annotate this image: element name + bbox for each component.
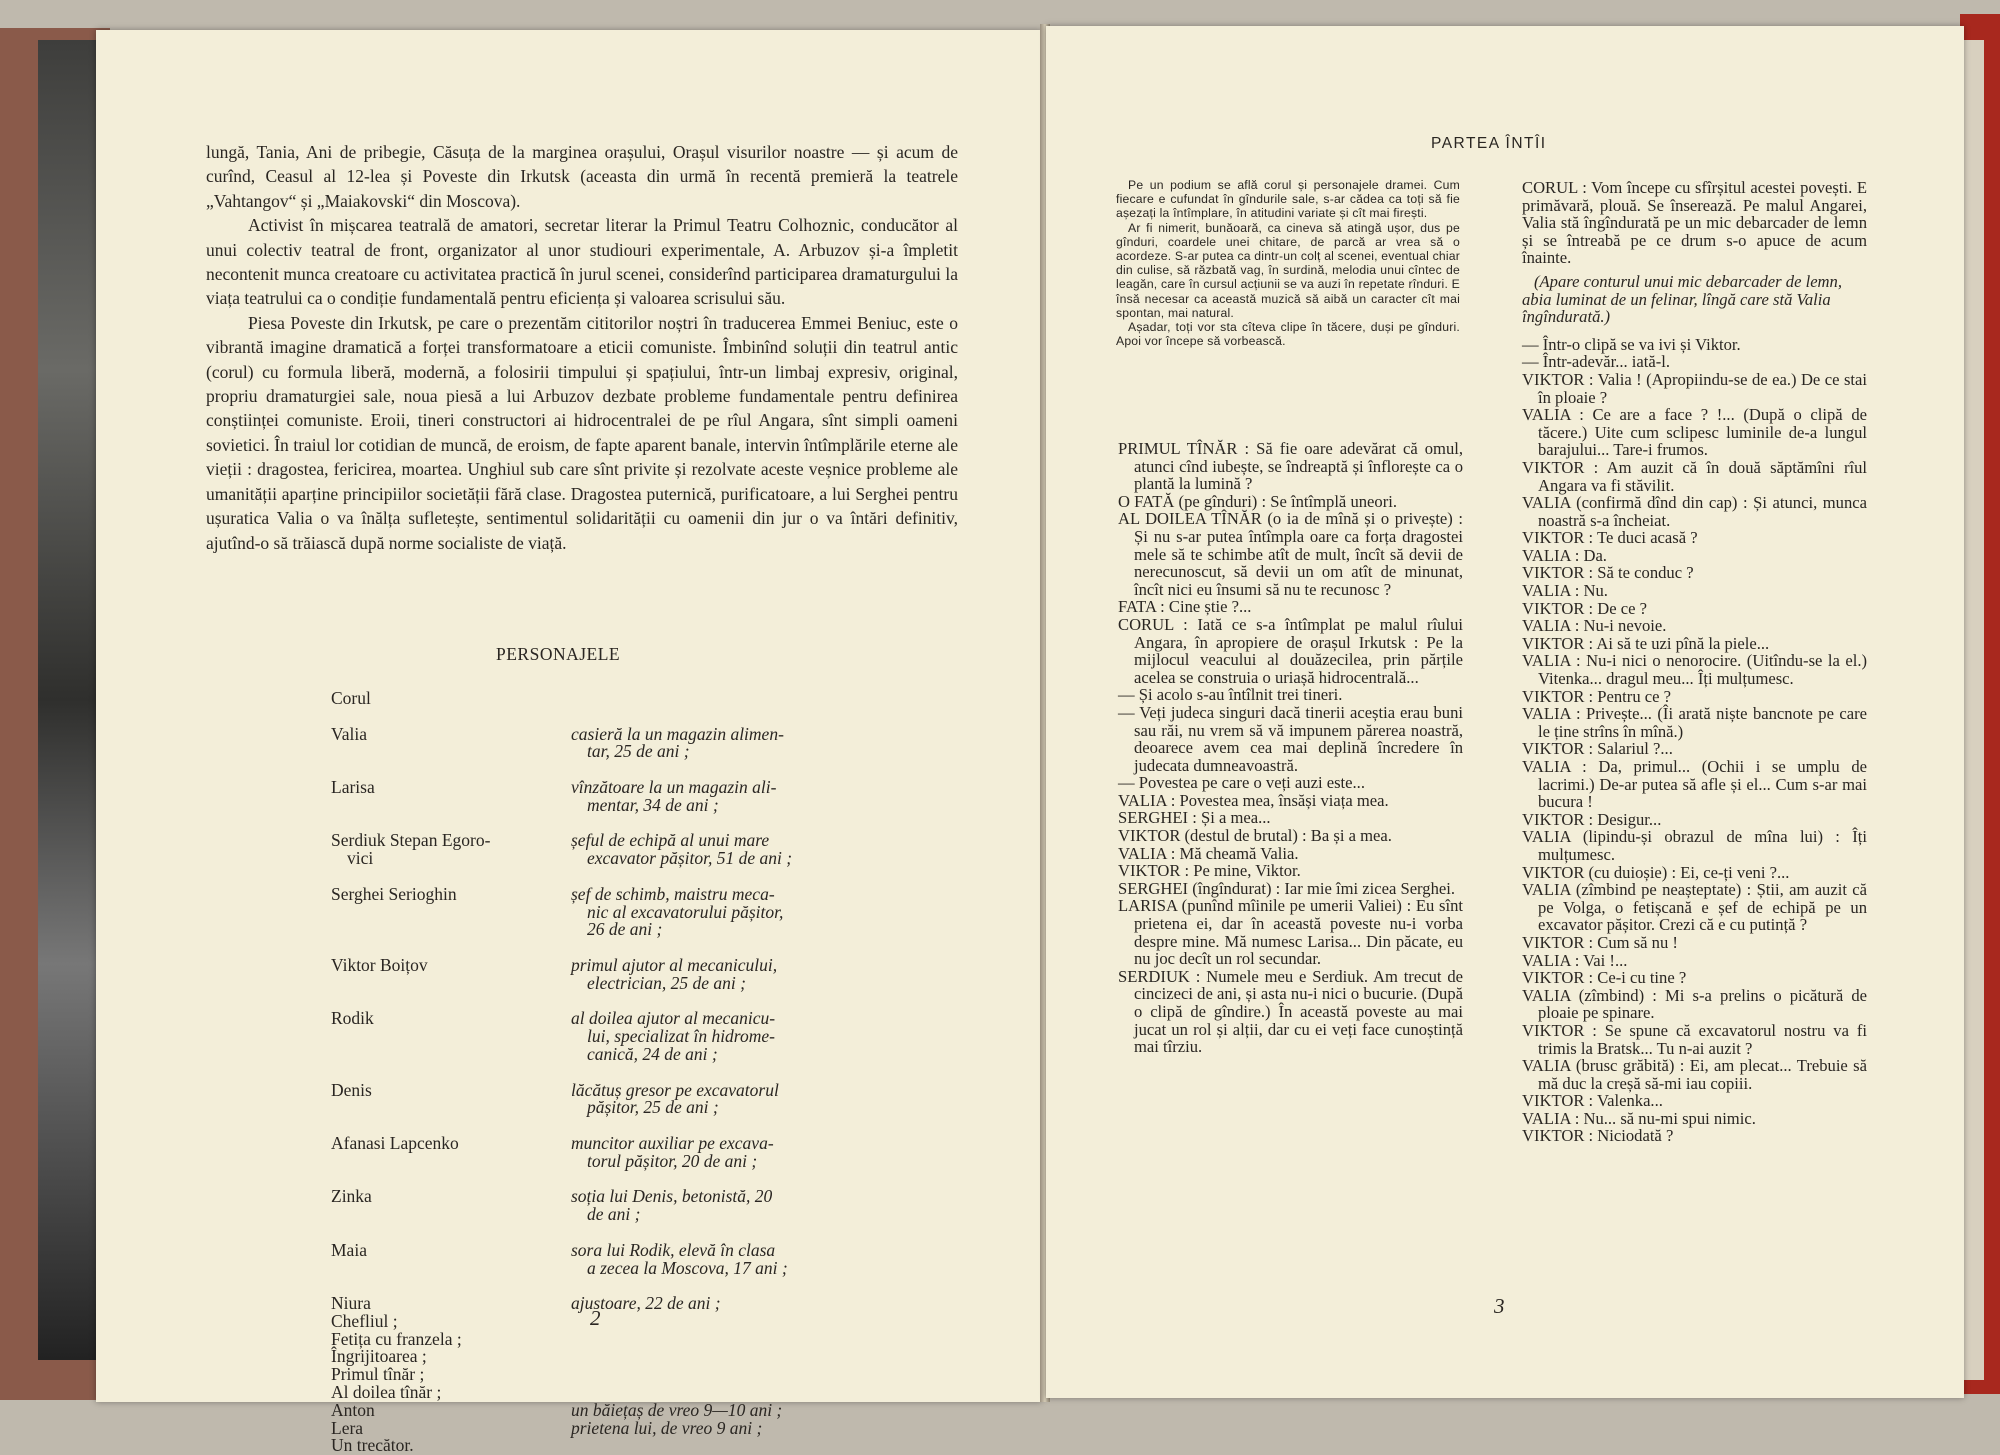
dialogue-line: — Veți judeca singuri dacă tinerii aceștia erau buni sau răi, nu vrem să vă impunem părerea noastră, deoarece avem cea mai deplină încredere în judecata dumneavoastră. [1118,702,1463,775]
dialogue-line: VALIA : Da, primul... (Ochii i se umplu de lacrimi.) De-ar putea să afle și el... Cum s-ar mai bucura ! [1522,757,1867,812]
description-line: al doilea ajutor al mecanicu- [571,1008,776,1029]
cast-entry [331,1079,931,1118]
dialogue-line: VALIA : Nu-i nevoie. [1522,616,1667,636]
dialogue-line: SERGHEI (îngîndurat) : Iar mie îmi zicea Serghei. [1118,878,1456,898]
character-name: Larisa [331,776,375,797]
dialogue-line: VIKTOR : Ce-i cu tine ? [1522,968,1687,988]
page-number-right: 3 [1494,1294,1505,1318]
cast-entry [331,1295,931,1313]
character-name: Lera [331,1417,364,1438]
stage-direction [1116,178,1460,348]
intro-paragraph: Piesa Poveste din Irkutsk, pe care o prezentăm cititorilor noștri în traducerea Emmei Beniuc, este o vibrantă imagine dramatică a forței transformatoare a eticii comuniste. Îmbinînd soluții din teatrul antic (corul) cu formula liberă, modernă, a folosirii timpului și spațiului, într-un limbaj expresiv, original, propriu dramaturgiei sale, noua piesă a lui Arbuzov dezbate probleme fundamentale pentru definirea conștiinței comuniste. Eroii, tineri constructori ai hidrocentralei de pe rîul Angara, sînt simpli oameni sovietici. În traiul lor cotidian de muncă, de eroism, de fapte aparent banale, intervin întîmplările eterne ale vieții : dragostea, fericirea, moartea. Unghiul sub care sînt privite și rezolvate aceste veșnice probleme ale umanității aparține principiilor societății fără clase. Dragostea puternică, purificatoare, a lui Serghei pentru ușuratica Valia o va înălța sufletește, sentimentul solidarității cu oamenii din jur o va întări definitiv, ajutînd-o să trăiască după norme socialiste de viață. [206,312,958,553]
character-name: Al doilea tînăr ; [331,1382,442,1403]
dialogue-line: SERDIUK : Numele meu e Serdiuk. Am trecut de cincizeci de ani, și asta nu-i nici o bucurie. (După o clipă de gîndire.) În această poveste au mai jucat un rol și alții, dar cu ei veți face cunoștință mai tîrziu. [1118,966,1463,1057]
description-line: muncitor auxiliar pe excava- [571,1132,774,1153]
description-line: șef de schimb, maistru meca- [571,883,775,904]
character-description [571,1188,926,1224]
dialogue-line: CORUL : Vom începe cu sfîrșitul acestei povești. E primăvară, plouă. Se înserează. Pe malul Angarei, Valia stă îngîndurată pe un mic debarcader de lemn și se întreabă pe ce drum s-o apuce de acum înainte. [1522,178,1867,268]
cast-entry [331,776,931,815]
dialogue-line: VIKTOR : Valia ! (Apropiindu-se de ea.) De ce stai în ploaie ? [1522,369,1867,407]
dialogue-line: — Povestea pe care o veți auzi este... [1118,773,1365,793]
dialogue-line: VALIA : Da. [1522,545,1607,565]
character-name: Chefliul ; [331,1310,398,1331]
dialogue-line: AL DOILEA TÎNĂR (o ia de mînă și o privește) : Și nu s-ar putea întîmpla oare ca forța dragostei mele să te schimbe atît de mult, încît să devii de nerecunoscut, să devii un om atît de minunat, încît nici eu însumi să nu te recunosc ? [1118,509,1463,599]
character-name: Serghei Serioghin [331,883,457,904]
stage-paragraph: Pe un podium se află corul și personajele dramei. Cum fiecare e cufundat în gîndurile sale, s-ar cădea ca toți să fie așezați la întîmplare, în atitudini variate și cît mai firești. [1116,178,1460,221]
character-name: Denis [331,1079,372,1100]
character-description [571,1417,926,1438]
description-line: torul pășitor, 20 de ani ; [587,1150,758,1171]
character-description [571,954,926,993]
description-line: șeful de echipă al unui mare [571,830,770,851]
dialogue-line: VALIA : Nu. [1522,581,1608,601]
cast-entry [331,1437,931,1455]
dialogue-line: VIKTOR : Desigur... [1522,809,1662,829]
dialogue-line: VALIA : Nu-i nici o nenorocire. (Uitîndu-se la el.) Vitenka... dragul meu... Îți mulțumesc. [1522,651,1867,689]
description-line: nic al excavatorului pășitor, [587,901,784,922]
dialogue-line: PRIMUL TÎNĂR : Să fie oare adevărat că omul, atunci cînd iubește, se îndreaptă și înflorește ca o plantă la lumină ? [1118,439,1463,494]
character-name: Maia [331,1239,367,1260]
description-line: sora lui Rodik, elevă în clasa [571,1239,776,1260]
description-line: lui, specializat în hidrome- [587,1026,775,1047]
dialogue-line: VALIA : Vai !... [1522,950,1628,970]
description-line: vînzătoare la un magazin ali- [571,776,777,797]
dialogue-line: O FATĂ (pe gînduri) : Se întîmplă uneori. [1118,491,1397,511]
dialogue-line: — Într-adevăr... iată-l. [1522,352,1671,372]
dialogue-line: VIKTOR : Salariul ?... [1522,739,1673,759]
description-line: a zecea la Moscova, 17 ani ; [587,1257,788,1278]
introduction-text [206,140,958,555]
dialogue-line: VIKTOR : Te duci acasă ? [1522,528,1698,548]
cast-entry [331,1417,931,1438]
character-name: Valia [331,723,367,744]
dialogue-line: VALIA : Privește... (Îi arată niște bancnote pe care le ține strîns în mînă.) [1522,704,1867,741]
dialogue-column-right [1522,179,1867,1145]
character-name: Un trecător. [331,1435,414,1455]
dialogue-line: VIKTOR : Pentru ce ? [1522,686,1672,706]
page-number-left: 2 [590,1306,601,1330]
dialogue-line: VALIA (zîmbind) : Mi s-a prelins o picătură de ploaie pe spinare. [1522,985,1867,1023]
dialogue-line: VALIA (zîmbind pe neașteptate) : Știi, am auzit că pe Volga, o fetișcană e șef de echipă pe un excavator pășitor. Crezi că e cu putință ? [1522,880,1867,935]
character-name: Anton [331,1399,375,1420]
character-name: Niura [331,1293,371,1314]
cast-entry [331,723,931,762]
dialogue-line: — Și acolo s-au întîlnit trei tineri. [1118,685,1343,705]
dialogue-line: VALIA : Nu... să nu-mi spui nimic. [1522,1108,1756,1128]
dialogue-line: VIKTOR : De ce ? [1522,598,1648,618]
cast-entry [331,690,931,708]
dialogue-line: VALIA (lipindu-și obrazul de mîna lui) : Îți mulțumesc. [1522,827,1867,864]
dialogue-line: VIKTOR : Niciodată ? [1522,1126,1674,1146]
left-page [96,30,1042,1455]
page-stack-edge [1964,40,1984,1380]
cast-list-title: PERSONAJELE [496,644,621,664]
dialogue-line: CORUL : Iată ce s-a întîmplat pe malul rîului Angara, în apropiere de orașul Irkutsk : Pe la mijlocul veacului al douăzecilea, prin părțile acelea se construia o uriașă hidrocentrală... [1118,614,1463,687]
intro-paragraph: Activist în mișcarea teatrală de amatori, secretar literar la Primul Teatru Colhoznic, conducător al unui colectiv teatral de front, organizator al unor studiouri experimentale, A. Arbuzov și-a împletit necontenit munca creatoare cu activitatea practică în jurul scenei, considerînd participarea dramaturgului la viața teatrului ca o condiție fundamentală pentru eficiența și valoarea scrisului său. [206,215,958,309]
description-line: canică, 24 de ani ; [587,1043,718,1064]
description-line: de ani ; [587,1204,641,1225]
stage-paragraph: Ar fi nimerit, bunăoară, ca cineva să atingă ușor, dus pe gînduri, coardele unei chitare, de parcă ar vrea să o acordeze. S-ar putea ca dintr-un colț al scenei, eventual chiar din culise, să răzbată vag, în surdină, melodia unui cîntec de leagăn, care în cursul acțiunii se va auzi în repetate rînduri. E însă necesar ca această muzică să aibă un caracter cît mai spontan, mai natural. [1116,220,1460,320]
dialogue-line: VALIA : Povestea mea, însăși viața mea. [1118,790,1389,810]
character-description [571,1239,926,1278]
character-name: Afanasi Lapcenko [331,1132,459,1153]
dialogue-line: FATA : Cine știe ?... [1118,597,1252,617]
cast-entry [331,1132,931,1171]
character-description [571,1010,926,1063]
description-line: prietena lui, de vreo 9 ani ; [571,1417,763,1438]
character-description [571,776,926,815]
dialogue-line: VIKTOR : Valenka... [1522,1091,1663,1111]
dialogue-line: VIKTOR (cu duioșie) : Ei, ce-ți veni ?... [1522,862,1790,882]
dialogue-line: VALIA (confirmă dînd din cap) : Și atunci, munca noastră s-a încheiat. [1522,493,1867,530]
dialogue-line: LARISA (punînd mîinile pe umerii Valiei) : Eu sînt prietena ei, dar în această poveste nu-i vorba despre mine. Mă numesc Larisa... Din păcate, eu nu joc decît un rol secundar. [1118,896,1463,969]
cast-entry [331,1399,931,1420]
character-description [571,1295,926,1313]
part-title: PARTEA ÎNTÎI [1431,135,1547,152]
cast-entry [331,1239,931,1278]
dialogue-line: VIKTOR : Să te conduc ? [1522,563,1694,583]
intro-paragraph: lungă, Tania, Ani de pribegie, Căsuța de la marginea orașului, Orașul visurilor noastre — și acum de curînd, Ceasul al 12-lea și Poveste din Irkutsk (aceasta din urmă în recentă premieră la teatrele „Vahtangov“ și „Maiakovski“ din Moscova). [206,142,958,211]
dialogue-line: VIKTOR : Se spune că excavatorul nostru va fi trimis la Bratsk... Tu n-ai auzit ? [1522,1020,1867,1058]
cast-entry [331,954,931,993]
character-name: Serdiuk Stepan Egoro- [331,830,491,851]
description-line: soția lui Denis, betonistă, 20 [571,1186,773,1207]
description-line: tar, 25 de ani ; [587,741,690,762]
dialogue-line: VALIA : Mă cheamă Valia. [1118,843,1299,863]
description-line: primul ajutor al mecanicului, [571,954,778,975]
character-description [571,832,926,868]
character-name: Viktor Boițov [331,954,428,975]
dialogue-column-left [1118,440,1463,1056]
character-description [571,883,926,940]
character-description [571,1399,926,1420]
description-line: excavator pășitor, 51 de ani ; [587,848,793,869]
dialogue-line: VIKTOR (destul de brutal) : Ba și a mea. [1118,826,1392,846]
dialogue-line: VIKTOR : Pe mine, Viktor. [1118,861,1301,881]
dialogue-line: VALIA (brusc grăbită) : Ei, am plecat... Trebuie să mă duc la creșă să-mi iau copiii. [1522,1056,1867,1093]
dialogue-line: SERGHEI : Și a mea... [1118,808,1271,828]
stage-note: (Apare conturul unui mic debarcader de lemn, abia luminat de un felinar, lîngă care stă Valia îngîndurată.) [1522,271,1842,327]
character-name: Primul tînăr ; [331,1364,425,1385]
cast-entry [331,1188,931,1224]
character-name: Rodik [331,1008,374,1029]
description-line: pășitor, 25 de ani ; [587,1097,719,1118]
character-name: Zinka [331,1186,372,1207]
description-line: electrician, 25 de ani ; [587,972,746,993]
dialogue-line: VIKTOR : Cum să nu ! [1522,932,1678,952]
cast-entry [331,832,931,868]
character-name-cont: vici [347,848,374,869]
description-line: 26 de ani ; [587,919,663,940]
description-line: ajustoare, 22 de ani ; [571,1293,721,1314]
stage-paragraph: Așadar, toți vor sta cîteva clipe în tăcere, duși pe gînduri. Apoi vor începe să vorbească. [1116,320,1460,349]
right-page [1046,26,1964,1398]
dialogue-line: VALIA : Ce are a face ? !... (După o clipă de tăcere.) Uite cum sclipesc luminile de-a lungul barajului... Tare-i frumos. [1522,405,1867,460]
dialogue-line: VIKTOR : Ai să te uzi pînă la piele... [1522,633,1770,653]
description-line: lăcătuș gresor pe excavatorul [571,1079,779,1100]
character-name: Îngrijitoarea ; [331,1346,427,1367]
character-description [571,1079,926,1118]
character-description [571,723,926,762]
dialogue-line: — Într-o clipă se va ivi și Viktor. [1522,334,1741,354]
character-name: Fetița cu franzela ; [331,1328,462,1349]
cast-entry [331,1010,931,1063]
description-line: un băiețaș de vreo 9—10 ani ; [571,1399,783,1420]
dialogue-line: VIKTOR : Am auzit că în două săptămîni rîul Angara va fi stăvilit. [1522,457,1867,495]
character-name: Corul [331,688,371,708]
description-line: casieră la un magazin alimen- [571,723,784,744]
character-description [571,1132,926,1171]
cast-entry [331,883,931,940]
cast-list [331,690,931,1455]
description-line: mentar, 34 de ani ; [587,794,719,815]
